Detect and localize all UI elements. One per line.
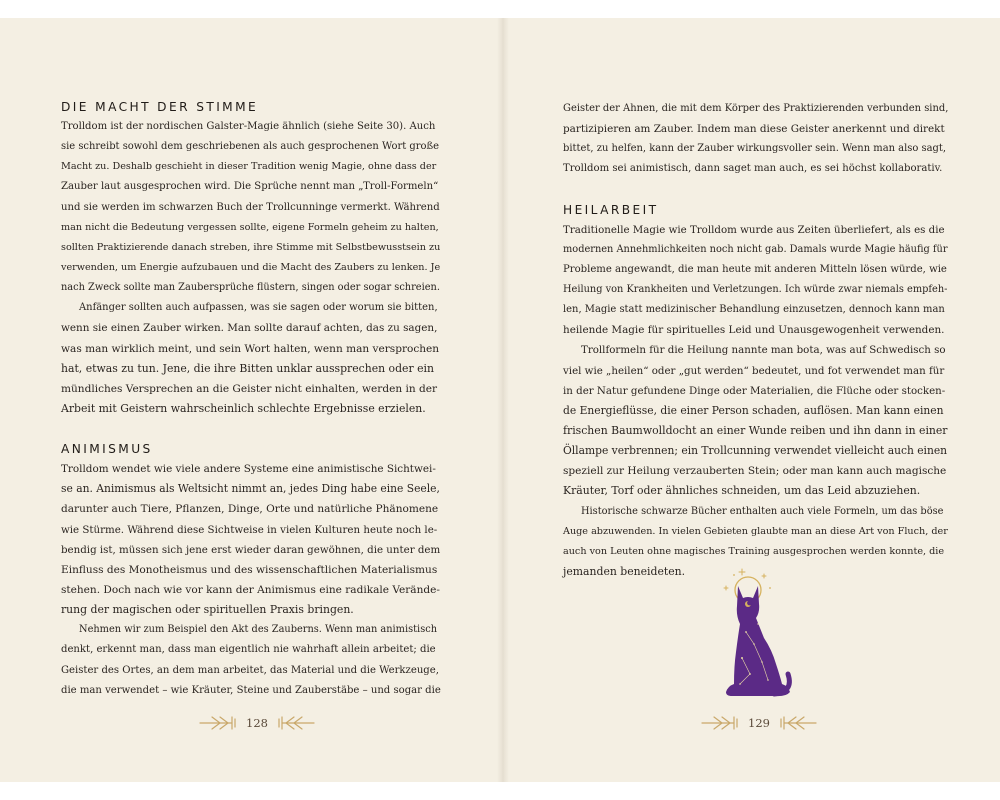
text-line: bittet, zu helfen, kann der Zauber wirkungsvoller sein. Wenn man also sagt, (563, 143, 947, 155)
text-line: was man wirklich meint, und sein Wort halten, wenn man versprochen (61, 342, 440, 355)
text-line: mündliches Versprechen an die Geister nicht einhalten, werden in der (61, 382, 438, 395)
text-line: rung der magischen oder spirituellen Praxis bringen. (61, 603, 354, 617)
paragraph-block (563, 220, 948, 583)
ornament-icon (780, 714, 818, 732)
paragraph-block (61, 117, 441, 419)
right-folio (700, 712, 818, 734)
text-line: modernen Annehmlichkeiten noch nicht gab. Damals wurde Magie häufig für (563, 243, 948, 255)
text-line: Trolldom wendet wie viele andere Systeme eine animistische Sichtwei- (61, 463, 436, 476)
text-line: Macht zu. Deshalb geschieht in dieser Tradition wenig Magie, ohne dass der (61, 161, 437, 173)
text-line: Trolldom ist der nordischen Galster-Magie ähnlich (siehe Seite 30). Auch (61, 121, 436, 132)
left-folio (198, 712, 316, 734)
text-line: viel wie „heilen“ oder „gut werden“ bedeutet, und fot verwendet man für (563, 364, 945, 377)
text-line: stehen. Doch nach wie vor kann der Animismus eine radikale Verände- (61, 583, 440, 596)
paragraph-block (563, 99, 948, 180)
text-line: verwenden, um Energie aufzubauen und die Macht des Zaubers zu lenken. Je (61, 261, 441, 273)
book-gutter (497, 18, 509, 782)
section-heading-voice: DIE MACHT DER STIMME (61, 100, 259, 114)
text-line: Trolldom sei animistisch, dann saget man auch, es sei höchst kollaborativ. (563, 163, 943, 175)
section-heading-healing: HEILARBEIT (563, 202, 659, 217)
text-line: Geister des Ortes, an dem man arbeitet, das Material und die Werkzeuge, (61, 664, 439, 676)
text-line: Nehmen wir zum Beispiel den Akt des Zauberns. Wenn man animistisch (79, 624, 438, 636)
text-line: bendig ist, müssen sich jene erst wieder daran gewöhnen, die unter dem (61, 543, 441, 556)
text-line: Kräuter, Torf oder ähnliches schneiden, um das Leid abzuziehen. (563, 484, 921, 498)
text-line: denkt, erkennt man, dass man eigentlich nie wahrhaft allein arbeitet; die (61, 644, 436, 656)
text-line: Historische schwarze Bücher enthalten auch viele Formeln, um das böse (581, 505, 944, 517)
left-page-text (61, 97, 441, 701)
right-page-text (563, 99, 948, 582)
section-heading-animism: ANIMISMUS (61, 442, 153, 457)
text-line: nach Zweck sollte man Zaubersprüche flüstern, singen oder sogar schreien. (61, 282, 440, 294)
ornament-icon (278, 714, 316, 732)
text-line: man nicht die Bedeutung vergessen sollte, eigene Formeln geheim zu halten, (61, 221, 439, 233)
text-line: Arbeit mit Geistern wahrscheinlich schlechte Ergebnisse erzielen. (61, 401, 426, 415)
text-line: frischen Baumwolldocht an einer Wunde reiben und ihn dann in einer (563, 423, 948, 437)
section-gap (563, 180, 948, 200)
page-number: 129 (748, 716, 770, 730)
ornament-icon (700, 714, 738, 732)
text-line: speziell zur Heilung verzauberten Stein; oder man kann auch magische (563, 465, 947, 478)
text-line: hat, etwas zu tun. Jene, die ihre Bitten unklar aussprechen oder ein (61, 361, 434, 375)
text-line: Öllampe verbrennen; ein Trollcunning verwendet vielleicht auch einen (563, 444, 948, 458)
text-line: in der Natur gefundene Dinge oder Materialien, die Flüche oder stocken- (563, 384, 946, 397)
text-line: partizipieren am Zauber. Indem man diese Geister anerkennt und direkt (563, 123, 945, 136)
text-line: Traditionelle Magie wie Trolldom wurde aus Zeiten überliefert, als es die (563, 223, 945, 236)
text-line: se an. Animismus als Weltsicht nimmt an, jedes Ding habe eine Seele, (61, 482, 440, 496)
text-line: Geister der Ahnen, die mit dem Körper des Praktizierenden verbunden sind, (563, 103, 949, 114)
page-number: 128 (246, 716, 268, 730)
text-line: Einfluss des Monotheismus und des wissenschaftlichen Materialismus (61, 563, 438, 576)
text-line: jemanden beneideten. (563, 564, 686, 578)
ornament-icon (198, 714, 236, 732)
text-line: Trollformeln für die Heilung nannte man bota, was auf Schwedisch so (581, 344, 946, 357)
text-line: die man verwendet – wie Kräuter, Steine und Zauberstäbe – und sogar die (61, 684, 441, 696)
text-line: heilende Magie für spirituelles Leid und Unausgewogenheit verwenden. (563, 324, 945, 337)
text-line: auch von Leuten ohne magisches Training ausgesprochen werden konnte, die (563, 545, 945, 557)
text-line: Heilung von Krankheiten und Verletzungen. Ich würde zwar niemals empfeh- (563, 283, 948, 295)
section-gap (61, 419, 441, 439)
text-line: Probleme angewandt, die man heute mit anderen Mitteln lösen würde, wie (563, 263, 947, 275)
text-line: wie Stürme. Während diese Sichtweise in vielen Kulturen heute noch le- (61, 523, 438, 536)
text-line: Anfänger sollten auch aufpassen, was sie sagen oder worum sie bitten, (79, 302, 438, 314)
text-line: Zauber laut ausgesprochen wird. Die Sprüche nennt man „Troll-Formeln“ (61, 181, 439, 193)
text-line: wenn sie einen Zauber wirken. Man sollte darauf achten, das zu sagen, (61, 322, 438, 335)
text-line: de Energieflüsse, die einer Person schaden, auflösen. Man kann einen (563, 403, 944, 417)
text-line: sie schreibt sowohl dem geschriebenen als auch gesprochenen Wort große (61, 141, 440, 153)
text-line: darunter auch Tiere, Pflanzen, Dinge, Orte und natürliche Phänomene (61, 503, 439, 516)
text-line: sollten Praktizierende danach streben, ihre Stimme mit Selbstbewusstsein zu (61, 241, 441, 253)
text-line: und sie werden im schwarzen Buch der Trollcunninge vermerkt. Während (61, 201, 440, 213)
text-line: Auge abzuwenden. In vielen Gebieten glaubte man an diese Art von Fluch, der (563, 525, 948, 537)
paragraph-block (61, 459, 441, 701)
text-line: len, Magie statt medizinischer Behandlung einzusetzen, dennoch kann man (563, 304, 945, 316)
cat-icon (712, 566, 796, 702)
